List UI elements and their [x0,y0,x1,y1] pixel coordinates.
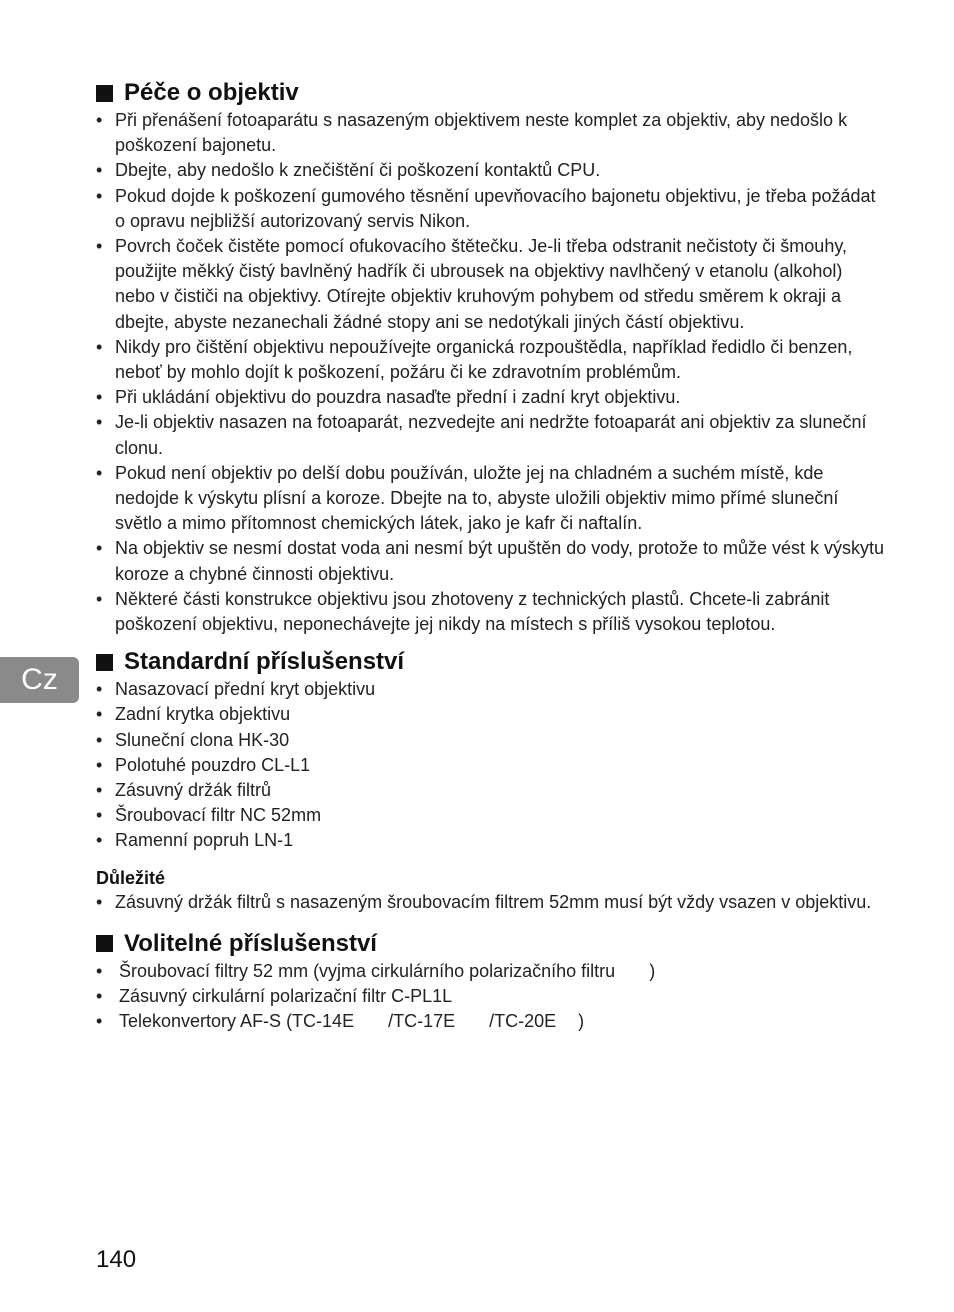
language-tab: Cz [0,657,79,703]
heading-text: Péče o objektiv [124,79,299,106]
section-heading-standard [96,647,886,677]
list-item: • Některé části konstrukce objektivu jsou zhotoveny z technických plastů. Chcete-li zabránit poškození objektivu, neponechávejte jej nikdy na místech s příliš vysokou teplotou. [96,587,886,637]
important-label: Důležité [96,867,166,888]
square-bullet-icon [96,654,113,671]
list-item: • Při ukládání objektivu do pouzdra nasaďte přední i zadní kryt objektivu. [96,385,886,410]
item-text: /TC-20E [489,1011,557,1032]
list-item: • Pokud dojde k poškození gumového těsnění upevňovacího bajonetu objektivu, je třeba požádat o opravu nejbližší autorizovaný servis Nikon. [96,184,886,234]
optional-accessories-list [96,959,886,1035]
list-item: • Zásuvný držák filtrů s nasazeným šroubovacím filtrem 52mm musí být vždy vsazen v objektivu. [96,890,886,915]
list-item: • Nasazovací přední kryt objektivu [96,677,886,702]
item-close: ) [578,1011,585,1032]
square-bullet-icon [96,85,113,102]
list-item [96,1009,886,1034]
list-item: • Ramenní popruh LN-1 [96,828,886,853]
list-item: • Pokud není objektiv po delší dobu používán, uložte jej na chladném a suchém místě, kde nedojde k výskytu plísní a koroze. Dbejte na to, abyste uložili objektiv mimo přímé sluneční světlo a mimo přítomnost chemických látek, jako je kafr či naftalín. [96,461,886,537]
standard-accessories-list [96,677,886,853]
item-text: Šroubovací filtry 52 mm (vyjma cirkulárního polarizačního filtru [119,960,616,981]
list-item: • Při přenášení fotoaparátu s nasazeným objektivem neste komplet za objektiv, aby nedošlo k poškození bajonetu. [96,108,886,158]
list-item: • Zásuvný držák filtrů [96,778,886,803]
important-list [96,890,886,915]
heading-text: Volitelné příslušenství [124,929,377,957]
page-content [96,78,886,1035]
list-item: • Šroubovací filtr NC 52mm [96,803,886,828]
list-item: • Sluneční clona HK-30 [96,728,886,753]
list-item: • Je-li objektiv nasazen na fotoaparát, nezvedejte ani nedržte fotoaparát ani objektiv za sluneční clonu. [96,410,886,460]
list-item [96,959,886,984]
care-list [96,108,886,637]
item-text: Zásuvný cirkulární polarizační filtr C-PL1L [119,986,453,1007]
square-bullet-icon [96,935,113,952]
item-text: /TC-17E [388,1011,456,1032]
list-item: • Nikdy pro čištění objektivu nepoužívejte organická rozpouštědla, například ředidlo či benzen, neboť by mohlo dojít k poškození, požáru či ke zdravotním problémům. [96,335,886,385]
item-close: ) [649,960,656,981]
section-heading-care [96,78,886,108]
heading-text: Standardní příslušenství [124,648,405,676]
page-number: 140 [96,1246,137,1273]
list-item: • Polotuhé pouzdro CL-L1 [96,753,886,778]
list-item: • Povrch čoček čistěte pomocí ofukovacího štětečku. Je-li třeba odstranit nečistoty či šmouhy, použijte měkký čistý bavlněný hadřík či ubrousek na objektivy navlhčený v etanolu (alkohol) nebo v čističi na objektivy. Otírejte objektiv kruhovým pohybem od středu směrem k okraji a dbejte, abyste nezanechali žádné stopy ani se nedotýkali jiných částí objektivu. [96,234,886,335]
item-text: Telekonvertory AF-S (TC-14E [119,1011,355,1032]
list-item: • Dbejte, aby nedošlo k znečištění či poškození kontaktů CPU. [96,158,886,183]
section-heading-optional [96,929,886,959]
list-item: • Zadní krytka objektivu [96,702,886,727]
list-item [96,984,886,1009]
list-item: • Na objektiv se nesmí dostat voda ani nesmí být upuštěn do vody, protože to může vést k výskytu koroze a chybné činnosti objektivu. [96,536,886,586]
